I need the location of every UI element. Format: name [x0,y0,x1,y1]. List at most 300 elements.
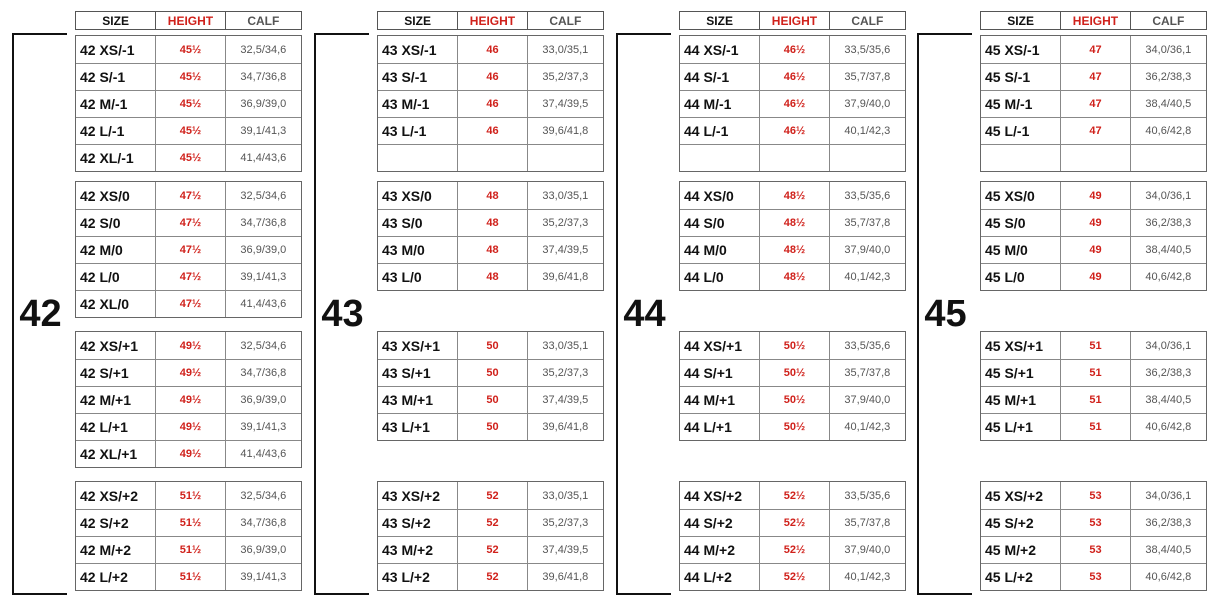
size-panel-44 [616,11,906,596]
size-panel-45 [917,11,1207,596]
size-cell: 43 M/0 [382,242,425,258]
column-header [75,11,302,30]
size-cell: 44 XS/+1 [684,337,742,354]
size-label-box [616,33,671,595]
table-row [378,563,603,590]
calf-cell: 34,7/36,8 [225,360,301,386]
size-cell: 44 L/+2 [684,569,732,585]
height-cell: 52 [457,564,526,590]
calf-cell: 40,1/42,3 [829,118,905,144]
height-cell: 47 [1060,64,1129,90]
calf-cell: 35,2/37,3 [527,360,603,386]
size-cell: 42 XS/0 [80,187,130,204]
size-cell: 42 L/+2 [80,569,128,585]
calf-cell: 35,7/37,8 [829,360,905,386]
height-header: HEIGHT [759,12,828,29]
size-cell: 42 L/-1 [80,123,125,139]
size-cell: 45 S/+1 [985,365,1034,381]
table-row [981,182,1206,209]
table-row [76,182,301,209]
table-row [76,144,301,171]
table-row [76,482,301,509]
table-row [981,263,1206,290]
height-cell: 51 [1060,332,1129,359]
calf-cell: 34,0/36,1 [1130,332,1206,359]
calf-cell: 34,7/36,8 [225,210,301,236]
height-cell: 48½ [759,210,828,236]
size-cell: 42 M/0 [80,242,123,258]
size-cell: 42 XL/+1 [80,446,138,462]
height-cell: 50 [457,387,526,413]
calf-cell: 33,5/35,6 [829,482,905,509]
size-cell: 43 L/+1 [382,419,430,435]
calf-cell: 35,7/37,8 [829,510,905,536]
height-cell: 52½ [759,510,828,536]
calf-cell: 34,7/36,8 [225,510,301,536]
height-cell: 51½ [155,510,224,536]
height-cell: 49½ [155,414,224,440]
table-row [378,117,603,144]
calf-cell: 36,2/38,3 [1130,64,1206,90]
size-cell: 43 S/+1 [382,365,431,381]
table-row-empty [981,144,1206,171]
height-cell: 48 [457,237,526,263]
size-header: SIZE [404,13,431,28]
size-cell: 42 S/+2 [80,515,129,531]
size-group [75,481,302,591]
calf-cell: 37,9/40,0 [829,91,905,117]
calf-cell: 38,4/40,5 [1130,537,1206,563]
height-cell: 49½ [155,332,224,359]
size-cell: 43 S/0 [382,215,423,231]
size-cell [680,145,759,171]
table-row [680,182,905,209]
height-cell: 50 [457,332,526,359]
height-cell: 47½ [155,291,224,317]
calf-cell: 34,0/36,1 [1130,182,1206,209]
size-header: SIZE [102,13,129,28]
calf-cell: 37,9/40,0 [829,387,905,413]
size-group [377,481,604,591]
calf-cell [527,145,603,171]
height-cell: 50½ [759,332,828,359]
table-row [76,413,301,440]
calf-cell: 38,4/40,5 [1130,387,1206,413]
height-cell: 47½ [155,237,224,263]
table-row [680,482,905,509]
calf-cell: 39,1/41,3 [225,264,301,290]
height-cell: 47 [1060,36,1129,63]
height-cell: 48½ [759,182,828,209]
table-row [76,63,301,90]
size-cell [378,145,457,171]
height-cell: 51½ [155,564,224,590]
size-label: 42 [19,292,62,335]
table-row [76,209,301,236]
table-row [76,236,301,263]
height-cell: 48½ [759,237,828,263]
calf-cell: 35,7/37,8 [829,210,905,236]
calf-cell: 34,0/36,1 [1130,36,1206,63]
table-row [76,563,301,590]
height-cell: 49 [1060,264,1129,290]
size-cell: 44 S/+2 [684,515,733,531]
table-row [981,332,1206,359]
height-cell: 51 [1060,414,1129,440]
table-row [378,263,603,290]
calf-cell: 36,2/38,3 [1130,210,1206,236]
calf-cell: 32,5/34,6 [225,182,301,209]
calf-cell: 40,1/42,3 [829,414,905,440]
calf-cell: 39,6/41,8 [527,264,603,290]
calf-cell: 37,4/39,5 [527,537,603,563]
height-cell: 50 [457,360,526,386]
size-group [679,181,906,291]
table-row [378,386,603,413]
table-row [981,63,1206,90]
calf-cell: 40,6/42,8 [1130,118,1206,144]
size-label: 43 [321,292,364,335]
height-cell: 53 [1060,537,1129,563]
size-cell: 42 XS/-1 [80,41,135,58]
calf-cell [829,145,905,171]
size-cell: 43 XS/+2 [382,487,440,504]
size-cell: 42 XS/+1 [80,337,138,354]
calf-cell: 36,9/39,0 [225,237,301,263]
calf-header: CALF [527,12,603,29]
table-row [378,209,603,236]
table-row [981,236,1206,263]
height-cell: 52 [457,510,526,536]
height-cell: 53 [1060,564,1129,590]
size-cell: 43 S/-1 [382,69,428,85]
calf-cell: 33,0/35,1 [527,482,603,509]
size-group [679,35,906,172]
height-cell: 46 [457,64,526,90]
size-cell: 45 M/+2 [985,542,1036,558]
table-row [76,90,301,117]
calf-cell: 41,4/43,6 [225,145,301,171]
size-cell: 43 XS/0 [382,187,432,204]
size-cell: 42 XS/+2 [80,487,138,504]
table-row [680,509,905,536]
calf-cell: 35,2/37,3 [527,510,603,536]
size-cell: 42 M/+1 [80,392,131,408]
table-row [378,182,603,209]
column-header [980,11,1207,30]
size-group [75,331,302,468]
height-cell: 51½ [155,537,224,563]
height-cell: 46 [457,118,526,144]
height-cell [457,145,526,171]
height-cell: 47 [1060,118,1129,144]
size-cell: 45 S/-1 [985,69,1031,85]
size-cell: 44 XS/0 [684,187,734,204]
calf-cell: 37,9/40,0 [829,237,905,263]
size-cell: 45 L/0 [985,269,1025,285]
height-cell: 49 [1060,210,1129,236]
size-panel-43 [314,11,604,596]
calf-cell: 37,4/39,5 [527,387,603,413]
table-row [76,117,301,144]
height-cell: 50½ [759,360,828,386]
size-cell: 44 S/0 [684,215,725,231]
calf-cell: 39,1/41,3 [225,564,301,590]
table-row [76,263,301,290]
table-row [981,482,1206,509]
table-row [680,332,905,359]
size-cell: 42 S/+1 [80,365,129,381]
calf-cell: 36,9/39,0 [225,91,301,117]
size-group [377,331,604,441]
table-row [680,90,905,117]
calf-cell: 39,1/41,3 [225,118,301,144]
size-cell: 45 XS/0 [985,187,1035,204]
size-cell: 42 M/+2 [80,542,131,558]
table-row-empty [378,144,603,171]
calf-cell: 35,2/37,3 [527,210,603,236]
table-row [378,359,603,386]
table-row [378,509,603,536]
size-cell: 43 M/+1 [382,392,433,408]
height-cell: 47 [1060,91,1129,117]
size-group [75,35,302,172]
table-row [680,263,905,290]
size-cell: 43 L/+2 [382,569,430,585]
height-header: HEIGHT [155,12,224,29]
height-cell: 52 [457,537,526,563]
calf-cell: 37,9/40,0 [829,537,905,563]
calf-header: CALF [829,12,905,29]
calf-cell: 40,6/42,8 [1130,414,1206,440]
height-cell: 52½ [759,537,828,563]
table-row [981,413,1206,440]
height-cell: 46½ [759,64,828,90]
size-cell: 44 L/+1 [684,419,732,435]
table-row [981,509,1206,536]
size-cell: 43 M/-1 [382,96,430,112]
height-cell: 52½ [759,482,828,509]
table-row [981,386,1206,413]
table-row [981,117,1206,144]
size-cell: 44 S/-1 [684,69,730,85]
column-header [377,11,604,30]
calf-cell: 41,4/43,6 [225,441,301,467]
table-row [378,90,603,117]
calf-cell: 32,5/34,6 [225,332,301,359]
size-cell: 45 L/+1 [985,419,1033,435]
size-cell: 43 XS/-1 [382,41,437,58]
size-cell: 42 XL/0 [80,296,130,312]
height-cell: 52 [457,482,526,509]
size-cell: 44 L/-1 [684,123,729,139]
size-cell: 43 XS/+1 [382,337,440,354]
height-cell: 48 [457,210,526,236]
calf-cell: 39,1/41,3 [225,414,301,440]
calf-cell: 33,0/35,1 [527,36,603,63]
calf-cell: 36,2/38,3 [1130,510,1206,536]
height-cell: 47½ [155,182,224,209]
calf-cell: 33,0/35,1 [527,182,603,209]
size-cell: 45 M/+1 [985,392,1036,408]
calf-cell: 35,7/37,8 [829,64,905,90]
calf-cell: 32,5/34,6 [225,482,301,509]
table-row [76,36,301,63]
height-cell: 50 [457,414,526,440]
height-cell: 53 [1060,510,1129,536]
table-row [378,332,603,359]
height-cell: 51 [1060,360,1129,386]
table-row [76,440,301,467]
calf-header: CALF [225,12,301,29]
table-row [76,332,301,359]
height-cell: 51½ [155,482,224,509]
size-group [980,35,1207,172]
table-row [680,36,905,63]
size-label: 45 [924,292,967,335]
size-label: 44 [623,292,666,335]
table-row [680,536,905,563]
size-cell: 42 M/-1 [80,96,128,112]
calf-cell: 36,9/39,0 [225,537,301,563]
table-row [680,209,905,236]
size-cell: 45 S/0 [985,215,1026,231]
size-cell: 44 M/+2 [684,542,735,558]
table-row [981,36,1206,63]
calf-cell [1130,145,1206,171]
calf-cell: 32,5/34,6 [225,36,301,63]
size-cell: 42 L/0 [80,269,120,285]
size-cell: 44 XS/+2 [684,487,742,504]
calf-header: CALF [1130,12,1206,29]
height-cell: 46½ [759,36,828,63]
table-row [981,536,1206,563]
calf-cell: 40,1/42,3 [829,564,905,590]
size-cell: 43 L/0 [382,269,422,285]
size-cell: 45 M/0 [985,242,1028,258]
table-row [680,63,905,90]
table-row [378,482,603,509]
size-label-box [917,33,972,595]
size-cell: 45 L/+2 [985,569,1033,585]
height-cell: 47½ [155,264,224,290]
calf-cell: 35,2/37,3 [527,64,603,90]
size-cell: 44 L/0 [684,269,724,285]
height-cell: 49½ [155,441,224,467]
size-cell: 45 XS/+1 [985,337,1043,354]
size-group [679,481,906,591]
height-cell: 51 [1060,387,1129,413]
calf-cell: 37,4/39,5 [527,237,603,263]
height-cell: 50½ [759,414,828,440]
size-cell: 42 S/0 [80,215,121,231]
calf-cell: 33,5/35,6 [829,182,905,209]
table-row [680,117,905,144]
table-row [680,413,905,440]
calf-cell: 33,0/35,1 [527,332,603,359]
size-group [980,481,1207,591]
calf-cell: 34,7/36,8 [225,64,301,90]
calf-cell: 33,5/35,6 [829,36,905,63]
height-cell: 45½ [155,36,224,63]
table-row [378,413,603,440]
height-cell: 46½ [759,118,828,144]
size-cell: 43 L/-1 [382,123,427,139]
size-cell: 42 XL/-1 [80,150,134,166]
size-cell: 45 XS/-1 [985,41,1040,58]
table-row [981,209,1206,236]
size-header: SIZE [1007,13,1034,28]
calf-cell: 39,6/41,8 [527,118,603,144]
size-group [980,331,1207,441]
calf-cell: 39,6/41,8 [527,564,603,590]
height-cell: 48½ [759,264,828,290]
calf-cell: 36,9/39,0 [225,387,301,413]
size-cell: 44 S/+1 [684,365,733,381]
height-cell: 49 [1060,182,1129,209]
table-row [378,63,603,90]
calf-cell: 34,0/36,1 [1130,482,1206,509]
size-cell: 44 XS/-1 [684,41,739,58]
size-group [679,331,906,441]
height-cell [1060,145,1129,171]
calf-cell: 40,1/42,3 [829,264,905,290]
height-cell: 49½ [155,387,224,413]
height-cell: 48 [457,264,526,290]
calf-cell: 38,4/40,5 [1130,91,1206,117]
height-cell: 49 [1060,237,1129,263]
table-row [680,236,905,263]
height-cell: 46 [457,36,526,63]
calf-cell: 40,6/42,8 [1130,564,1206,590]
calf-cell: 38,4/40,5 [1130,237,1206,263]
size-cell [981,145,1060,171]
table-row [378,236,603,263]
height-cell: 53 [1060,482,1129,509]
size-header: SIZE [706,13,733,28]
size-cell: 44 M/+1 [684,392,735,408]
size-panel-42 [12,11,302,596]
calf-cell: 33,5/35,6 [829,332,905,359]
size-cell: 45 M/-1 [985,96,1033,112]
size-cell: 43 S/+2 [382,515,431,531]
calf-cell: 41,4/43,6 [225,291,301,317]
height-header: HEIGHT [457,12,526,29]
table-row [76,386,301,413]
height-cell: 45½ [155,91,224,117]
size-group [377,35,604,172]
height-cell: 46 [457,91,526,117]
calf-cell: 40,6/42,8 [1130,264,1206,290]
table-row [378,536,603,563]
size-cell: 42 L/+1 [80,419,128,435]
table-row [981,359,1206,386]
height-cell: 46½ [759,91,828,117]
height-cell: 52½ [759,564,828,590]
column-header [679,11,906,30]
table-row [680,563,905,590]
size-cell: 44 M/0 [684,242,727,258]
height-cell [759,145,828,171]
calf-cell: 36,2/38,3 [1130,360,1206,386]
table-row [981,90,1206,117]
size-label-box [314,33,369,595]
size-cell: 42 S/-1 [80,69,126,85]
calf-cell: 37,4/39,5 [527,91,603,117]
calf-cell: 39,6/41,8 [527,414,603,440]
table-row-empty [680,144,905,171]
table-row [76,290,301,317]
